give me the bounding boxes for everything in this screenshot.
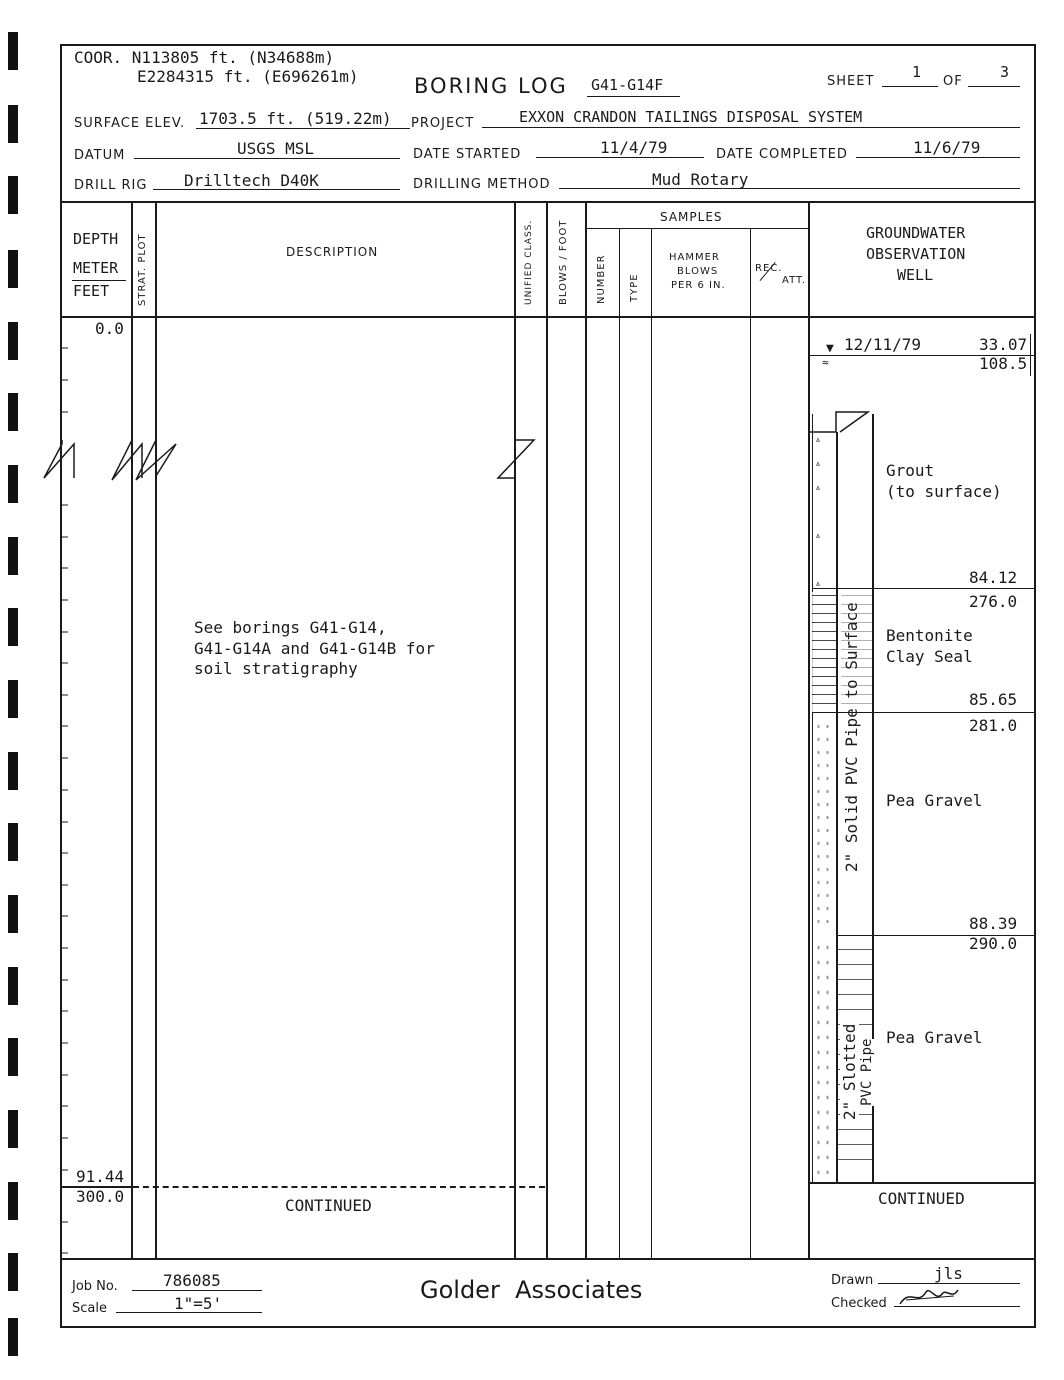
rec-header: REC. xyxy=(755,263,783,274)
boring-id: G41-G14F xyxy=(591,76,664,94)
date-completed-value: 11/6/79 xyxy=(913,138,981,157)
drawn-label: Drawn xyxy=(831,1273,874,1288)
gravel-label-2: Pea Gravel xyxy=(886,1028,983,1047)
grout-label-1: Grout xyxy=(886,461,935,480)
description-header: DESCRIPTION xyxy=(286,245,379,259)
gw-header-1: GROUNDWATER xyxy=(866,224,966,242)
job-number: 786085 xyxy=(163,1271,221,1290)
scale-label: Scale xyxy=(72,1301,107,1316)
continued-left: CONTINUED xyxy=(285,1196,372,1215)
sheet-number: 1 xyxy=(912,63,922,81)
project-value: EXXON CRANDON TAILINGS DISPOSAL SYSTEM xyxy=(519,108,863,126)
bentonite-fill xyxy=(812,592,836,712)
blows-per-foot-header: BLOWS / FOOT xyxy=(558,219,569,305)
coordinates-line1: COOR. N113805 ft. (N34688m) xyxy=(74,48,335,67)
date-started-value: 11/4/79 xyxy=(600,138,668,157)
depth-top: 0.0 xyxy=(95,319,124,338)
description-line3: soil stratigraphy xyxy=(194,659,358,678)
hammer-header-2: BLOWS xyxy=(677,266,719,277)
company-name: Golder Associates xyxy=(420,1276,643,1304)
datum-label: DATUM xyxy=(74,148,126,163)
gravel-fill-1 xyxy=(814,720,834,930)
project-label: PROJECT xyxy=(411,116,475,131)
seal-bottom-m: 85.65 xyxy=(969,690,1018,709)
drilling-method-value: Mud Rotary xyxy=(652,170,749,189)
grout-bottom-ft: 276.0 xyxy=(969,592,1018,611)
coordinates-line2: E2284315 ft. (E696261m) xyxy=(137,67,359,86)
surface-elev-label: SURFACE ELEV. xyxy=(74,116,186,131)
gravel1-bottom-m: 88.39 xyxy=(969,914,1018,933)
gravel-label-1: Pea Gravel xyxy=(886,791,983,810)
seal-label-1: Bentonite xyxy=(886,626,973,645)
number-header: NUMBER xyxy=(596,254,607,304)
gw-header-3: WELL xyxy=(897,266,934,284)
meter-header: METER xyxy=(73,259,119,277)
continued-right: CONTINUED xyxy=(878,1189,965,1208)
water-depth-ft: 108.5 xyxy=(979,354,1028,373)
of-label: OF xyxy=(943,74,963,89)
slotted-pipe-label-2: PVC Pipe xyxy=(859,1038,875,1106)
type-header: TYPE xyxy=(629,273,640,302)
sheet-label: SHEET xyxy=(827,74,875,89)
grout-label-2: (to surface) xyxy=(886,482,1002,501)
samples-header: SAMPLES xyxy=(660,210,723,224)
checked-signature xyxy=(896,1284,962,1308)
seal-bottom-ft: 281.0 xyxy=(969,716,1018,735)
strat-plot-header: STRAT. PLOT xyxy=(137,233,148,306)
sheet-total: 3 xyxy=(1000,63,1010,81)
hammer-header-3: PER 6 IN. xyxy=(671,280,726,291)
datum-value: USGS MSL xyxy=(237,139,315,158)
grout-bottom-m: 84.12 xyxy=(969,568,1018,587)
drawn-initials: jls xyxy=(934,1264,963,1283)
water-date: 12/11/79 xyxy=(844,335,922,354)
surface-elev-value: 1703.5 ft. (519.22m) xyxy=(199,109,392,128)
water-symbol: ≈ xyxy=(822,356,829,369)
feet-header: FEET xyxy=(73,282,110,300)
att-header: ATT. xyxy=(782,275,807,286)
unified-class-header: UNIFIED CLASS. xyxy=(524,219,534,305)
bottom-dashed-line xyxy=(133,1186,545,1188)
grout-fill: ▵ ▵ ▵ ▵ ▵ xyxy=(815,434,822,589)
description-line1: See borings G41-G14, xyxy=(194,618,387,637)
job-label: Job No. xyxy=(72,1279,118,1294)
gravel1-bottom-ft: 290.0 xyxy=(969,934,1018,953)
seal-label-2: Clay Seal xyxy=(886,647,973,666)
drill-rig-label: DRILL RIG xyxy=(74,178,148,193)
depth-header: DEPTH xyxy=(73,230,119,248)
boring-log-title: BORING LOG xyxy=(414,74,568,98)
description-line2: G41-G14A and G41-G14B for xyxy=(194,639,435,658)
slotted-pipe-label-1: 2" Slotted xyxy=(840,1023,859,1120)
date-started-label: DATE STARTED xyxy=(413,147,522,162)
checked-label: Checked xyxy=(831,1296,887,1311)
water-level-marker: ▼ xyxy=(826,341,834,356)
date-completed-label: DATE COMPLETED xyxy=(716,147,848,162)
solid-pipe-label: 2" Solid PVC Pipe to Surface xyxy=(842,602,861,872)
depth-bottom-meter: 91.44 xyxy=(76,1167,125,1186)
gw-header-2: OBSERVATION xyxy=(866,245,966,263)
depth-bottom-feet: 300.0 xyxy=(76,1187,125,1206)
scale-value: 1"=5' xyxy=(174,1294,223,1313)
gravel-fill-2 xyxy=(814,940,834,1174)
water-depth-m: 33.07 xyxy=(979,335,1028,354)
drilling-method-label: DRILLING METHOD xyxy=(413,177,551,192)
hammer-header-1: HAMMER xyxy=(669,252,720,263)
drill-rig-value: Drilltech D40K xyxy=(184,171,319,190)
